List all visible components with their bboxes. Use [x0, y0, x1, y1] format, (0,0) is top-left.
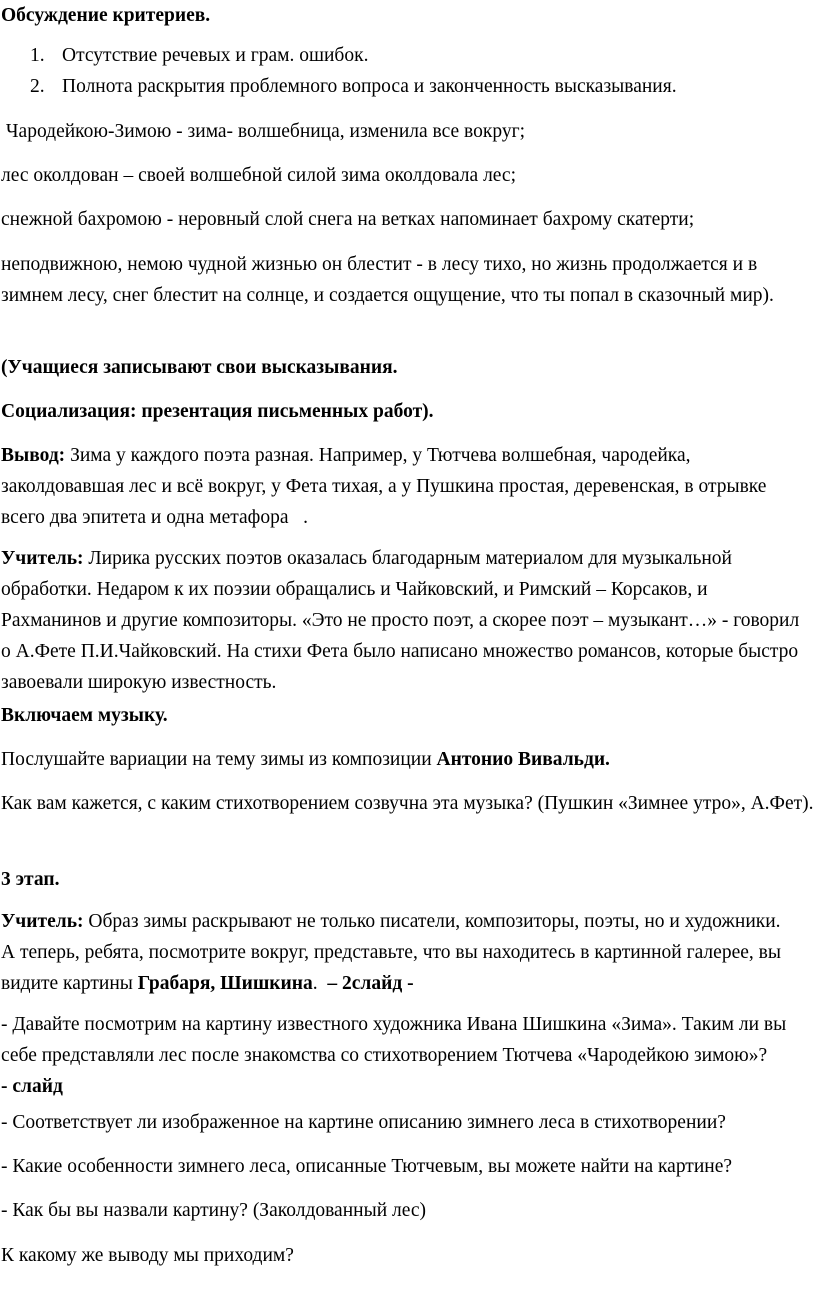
- criteria-item: [30, 40, 368, 71]
- painter-names: Грабаря, Шишкина: [137, 973, 313, 994]
- punctuation: .: [312, 973, 328, 994]
- students-note-text: (Учащиеся записывают свои высказывания.: [1, 357, 398, 378]
- question-line: - Какие особенности зимнего леса, описанные Тютчевым, вы можете найти на картине?: [1, 1156, 733, 1177]
- conclusion-label: Вывод:: [1, 445, 66, 466]
- explanation-line: снежной бахромою - неровный слой снега на ветках напоминает бахрому скатерти;: [1, 209, 695, 230]
- shishkin-paragraph: [1, 1009, 806, 1102]
- music-heading-text: Включаем музыку.: [1, 705, 168, 726]
- conclusion-text: Зима у каждого поэта разная. Например, у Тютчева волшебная, чародейка, заколдовавшая лес и всё вокруг, у Фета тихая, а у Пушкина простая, деревенская, в отрывке всего два эпитета и одна метафора .: [1, 445, 772, 528]
- socialization-text: Социализация: презентация письменных работ).: [1, 401, 434, 422]
- music-question: Как вам кажется, с каким стихотворением созвучна эта музыка? (Пушкин «Зимнее утро», А.Фет).: [1, 793, 814, 814]
- stage-heading: [1, 864, 813, 895]
- list-number: 2.: [30, 76, 45, 97]
- slide-marker: – 2слайд -: [327, 973, 414, 994]
- list-number: 1.: [30, 45, 45, 66]
- question-line: - Как бы вы назвали картину? (Заколдованный лес): [1, 1200, 427, 1221]
- listen-line: [1, 744, 813, 775]
- stage-heading-text: 3 этап.: [1, 869, 60, 890]
- criteria-heading-text: Обсуждение критериев.: [1, 5, 211, 26]
- criteria-heading: [1, 0, 813, 31]
- question-line: - Соответствует ли изображенное на картине описанию зимнего леса в стихотворении?: [1, 1112, 726, 1133]
- conclusion-paragraph: [1, 440, 771, 533]
- teacher-text: Лирика русских поэтов оказалась благодарным материалом для музыкальной обработки. Недаром к их поэзии обращались и Чайковский, и Римский – Корсаков, и Рахманинов и другие композиторы. «Это не просто поэт, а скорее поэт – музыкант…» - говорил о А.Фете П.И.Чайковский. На стихи Фета было написано множество романсов, которые быстро завоевали широкую известность.: [1, 548, 800, 693]
- list-text: Полнота раскрытия проблемного вопроса и законченность высказывания.: [62, 76, 677, 97]
- slide-marker: - слайд: [1, 1076, 63, 1097]
- teacher-paragraph: [1, 543, 801, 698]
- students-note: [1, 352, 813, 383]
- shishkin-text: - Давайте посмотрим на картину известного художника Ивана Шишкина «Зима». Таким ли вы себе представляли лес после знакомства со стихотворением Тютчева «Чародейкою зимою»?: [1, 1014, 802, 1066]
- socialization: [1, 396, 813, 427]
- explanation-line: лес околдован – своей волшебной силой зима околдовала лес;: [1, 165, 517, 186]
- teacher-text: Образ зимы раскрывают не только писатели, композиторы, поэты, но и художники. А теперь, ребята, посмотрите вокруг, представьте, что вы находитесь в картинной галерее, вы видите картины: [1, 911, 781, 994]
- explanation-line: Чародейкою-Зимою - зима- волшебница, изменила все вокруг;: [1, 121, 525, 142]
- teacher-paragraph-2: [1, 906, 791, 999]
- composer-name: Антонио Вивальди.: [436, 749, 610, 770]
- list-text: Отсутствие речевых и грам. ошибок.: [62, 45, 369, 66]
- listen-text: Послушайте вариации на тему зимы из композиции: [1, 749, 437, 770]
- music-heading: [1, 700, 813, 731]
- final-question: К какому же выводу мы приходим?: [1, 1245, 294, 1266]
- teacher-label: Учитель:: [1, 911, 84, 932]
- teacher-label: Учитель:: [1, 548, 84, 569]
- explanation-paragraph: неподвижною, немою чудной жизнью он блестит - в лесу тихо, но жизнь продолжается и в зимнем лесу, снег блестит на солнце, и создается ощущение, что ты попал в сказочный мир).: [1, 254, 774, 306]
- criteria-item: [30, 71, 677, 102]
